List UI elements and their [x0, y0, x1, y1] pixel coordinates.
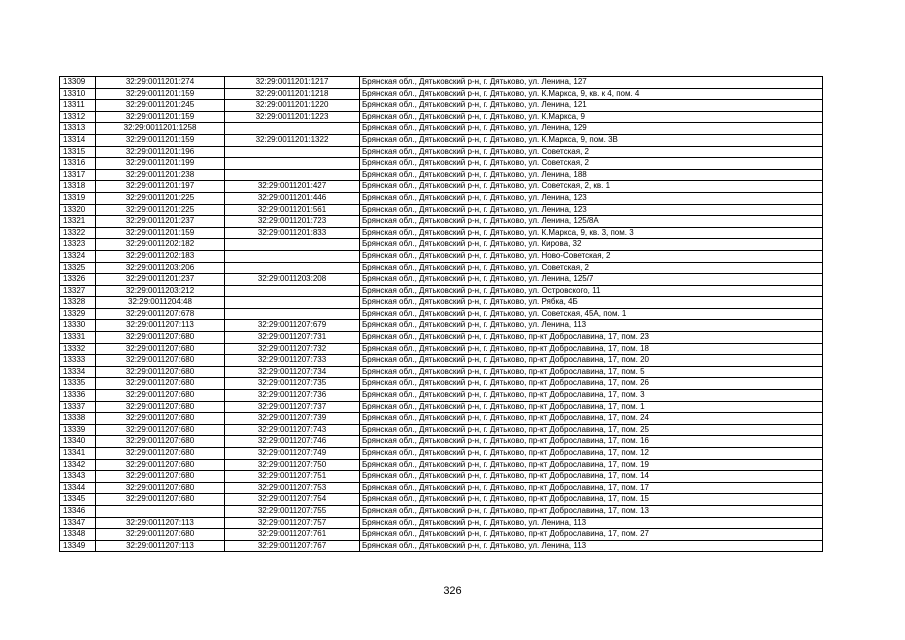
cadastral-parent-cell: 32:29:0011201:237: [96, 274, 225, 286]
cadastral-number-cell: 32:29:0011207:754: [225, 494, 360, 506]
cadastral-parent-cell: 32:29:0011207:680: [96, 378, 225, 390]
registry-table-body: [60, 77, 823, 552]
cadastral-number-cell: 32:29:0011207:767: [225, 540, 360, 552]
cadastral-number-cell: 32:29:0011207:735: [225, 378, 360, 390]
cadastral-parent-cell: 32:29:0011207:680: [96, 343, 225, 355]
table-row: [60, 378, 823, 390]
row-number-cell: 13334: [60, 366, 96, 378]
table-row: [60, 505, 823, 517]
cadastral-parent-cell: 32:29:0011207:680: [96, 529, 225, 541]
cadastral-parent-cell: 32:29:0011201:237: [96, 216, 225, 228]
row-number-cell: 13336: [60, 390, 96, 402]
row-number-cell: 13324: [60, 250, 96, 262]
table-row: [60, 424, 823, 436]
address-cell: Брянская обл., Дятьковский р-н, г. Дятьково, ул. К.Маркса, 9, кв. 3, пом. 3: [360, 227, 823, 239]
cadastral-parent-cell: 32:29:0011201:1258: [96, 123, 225, 135]
row-number-cell: 13329: [60, 308, 96, 320]
row-number-cell: 13316: [60, 158, 96, 170]
address-cell: Брянская обл., Дятьковский р-н, г. Дятьково, пр-кт Доброславина, 17, пом. 15: [360, 494, 823, 506]
table-row: [60, 204, 823, 216]
row-number-cell: 13325: [60, 262, 96, 274]
cadastral-number-cell: 32:29:0011201:427: [225, 181, 360, 193]
cadastral-parent-cell: 32:29:0011201:196: [96, 146, 225, 158]
address-cell: Брянская обл., Дятьковский р-н, г. Дятьково, ул. К.Маркса, 9: [360, 111, 823, 123]
cadastral-number-cell: 32:29:0011207:732: [225, 343, 360, 355]
cadastral-number-cell: 32:29:0011207:755: [225, 505, 360, 517]
address-cell: Брянская обл., Дятьковский р-н, г. Дятьково, ул. Советская, 2: [360, 262, 823, 274]
address-cell: Брянская обл., Дятьковский р-н, г. Дятьково, пр-кт Доброславина, 17, пом. 13: [360, 505, 823, 517]
address-cell: Брянская обл., Дятьковский р-н, г. Дятьково, ул. Ново-Советская, 2: [360, 250, 823, 262]
row-number-cell: 13335: [60, 378, 96, 390]
table-row: [60, 111, 823, 123]
cadastral-number-cell: 32:29:0011207:743: [225, 424, 360, 436]
address-cell: Брянская обл., Дятьковский р-н, г. Дятьково, ул. Ленина, 123: [360, 204, 823, 216]
cadastral-parent-cell: 32:29:0011201:159: [96, 88, 225, 100]
table-row: [60, 413, 823, 425]
cadastral-number-cell: 32:29:0011201:1223: [225, 111, 360, 123]
table-row: [60, 540, 823, 552]
cadastral-number-cell: 32:29:0011207:679: [225, 320, 360, 332]
cadastral-parent-cell: 32:29:0011203:206: [96, 262, 225, 274]
cadastral-parent-cell: 32:29:0011201:225: [96, 192, 225, 204]
address-cell: Брянская обл., Дятьковский р-н, г. Дятьково, ул. Ленина, 113: [360, 320, 823, 332]
cadastral-number-cell: 32:29:0011207:736: [225, 390, 360, 402]
cadastral-number-cell: 32:29:0011207:737: [225, 401, 360, 413]
address-cell: Брянская обл., Дятьковский р-н, г. Дятьково, пр-кт Доброславина, 17, пом. 25: [360, 424, 823, 436]
row-number-cell: 13323: [60, 239, 96, 251]
table-row: [60, 529, 823, 541]
table-row: [60, 123, 823, 135]
row-number-cell: 13319: [60, 192, 96, 204]
address-cell: Брянская обл., Дятьковский р-н, г. Дятьково, ул. К.Маркса, 9, пом. 3В: [360, 134, 823, 146]
address-cell: Брянская обл., Дятьковский р-н, г. Дятьково, ул. Советская, 45А, пом. 1: [360, 308, 823, 320]
cadastral-number-cell: [225, 169, 360, 181]
table-row: [60, 77, 823, 89]
row-number-cell: 13330: [60, 320, 96, 332]
table-row: [60, 216, 823, 228]
table-row: [60, 459, 823, 471]
cadastral-number-cell: 32:29:0011201:723: [225, 216, 360, 228]
row-number-cell: 13345: [60, 494, 96, 506]
address-cell: Брянская обл., Дятьковский р-н, г. Дятьково, пр-кт Доброславина, 17, пом. 19: [360, 459, 823, 471]
cadastral-parent-cell: 32:29:0011207:680: [96, 448, 225, 460]
cadastral-number-cell: 32:29:0011201:561: [225, 204, 360, 216]
address-cell: Брянская обл., Дятьковский р-н, г. Дятьково, ул. Ленина, 125/7: [360, 274, 823, 286]
table-row: [60, 401, 823, 413]
row-number-cell: 13317: [60, 169, 96, 181]
cadastral-parent-cell: 32:29:0011207:680: [96, 355, 225, 367]
cadastral-number-cell: 32:29:0011203:208: [225, 274, 360, 286]
address-cell: Брянская обл., Дятьковский р-н, г. Дятьково, пр-кт Доброславина, 17, пом. 16: [360, 436, 823, 448]
cadastral-number-cell: 32:29:0011207:750: [225, 459, 360, 471]
table-row: [60, 146, 823, 158]
table-row: [60, 366, 823, 378]
cadastral-parent-cell: 32:29:0011201:159: [96, 111, 225, 123]
row-number-cell: 13340: [60, 436, 96, 448]
row-number-cell: 13310: [60, 88, 96, 100]
table-row: [60, 192, 823, 204]
cadastral-number-cell: 32:29:0011201:833: [225, 227, 360, 239]
row-number-cell: 13332: [60, 343, 96, 355]
cadastral-parent-cell: 32:29:0011203:212: [96, 285, 225, 297]
table-row: [60, 262, 823, 274]
address-cell: Брянская обл., Дятьковский р-н, г. Дятьково, пр-кт Доброславина, 17, пом. 27: [360, 529, 823, 541]
cadastral-number-cell: 32:29:0011201:1218: [225, 88, 360, 100]
cadastral-number-cell: 32:29:0011207:734: [225, 366, 360, 378]
table-row: [60, 88, 823, 100]
row-number-cell: 13337: [60, 401, 96, 413]
address-cell: Брянская обл., Дятьковский р-н, г. Дятьково, пр-кт Доброславина, 17, пом. 18: [360, 343, 823, 355]
row-number-cell: 13315: [60, 146, 96, 158]
table-row: [60, 320, 823, 332]
cadastral-parent-cell: 32:29:0011207:680: [96, 424, 225, 436]
cadastral-number-cell: 32:29:0011201:1322: [225, 134, 360, 146]
row-number-cell: 13348: [60, 529, 96, 541]
address-cell: Брянская обл., Дятьковский р-н, г. Дятьково, пр-кт Доброславина, 17, пом. 5: [360, 366, 823, 378]
table-row: [60, 355, 823, 367]
row-number-cell: 13347: [60, 517, 96, 529]
cadastral-number-cell: 32:29:0011207:761: [225, 529, 360, 541]
cadastral-parent-cell: 32:29:0011204:48: [96, 297, 225, 309]
cadastral-parent-cell: 32:29:0011207:678: [96, 308, 225, 320]
cadastral-parent-cell: 32:29:0011207:680: [96, 436, 225, 448]
address-cell: Брянская обл., Дятьковский р-н, г. Дятьково, пр-кт Доброславина, 17, пом. 17: [360, 482, 823, 494]
row-number-cell: 13327: [60, 285, 96, 297]
cadastral-number-cell: [225, 239, 360, 251]
row-number-cell: 13342: [60, 459, 96, 471]
cadastral-number-cell: 32:29:0011207:757: [225, 517, 360, 529]
cadastral-number-cell: 32:29:0011201:446: [225, 192, 360, 204]
address-cell: Брянская обл., Дятьковский р-н, г. Дятьково, ул. Ленина, 113: [360, 540, 823, 552]
address-cell: Брянская обл., Дятьковский р-н, г. Дятьково, ул. Ленина, 113: [360, 517, 823, 529]
cadastral-parent-cell: 32:29:0011207:680: [96, 401, 225, 413]
cadastral-parent-cell: 32:29:0011202:183: [96, 250, 225, 262]
table-row: [60, 436, 823, 448]
cadastral-parent-cell: 32:29:0011207:113: [96, 540, 225, 552]
address-cell: Брянская обл., Дятьковский р-н, г. Дятьково, ул. Советская, 2, кв. 1: [360, 181, 823, 193]
cadastral-number-cell: [225, 262, 360, 274]
cadastral-parent-cell: 32:29:0011201:159: [96, 227, 225, 239]
row-number-cell: 13314: [60, 134, 96, 146]
row-number-cell: 13311: [60, 100, 96, 112]
table-row: [60, 239, 823, 251]
address-cell: Брянская обл., Дятьковский р-н, г. Дятьково, ул. Островского, 11: [360, 285, 823, 297]
row-number-cell: 13309: [60, 77, 96, 89]
table-row: [60, 308, 823, 320]
cadastral-number-cell: 32:29:0011201:1217: [225, 77, 360, 89]
cadastral-number-cell: 32:29:0011207:751: [225, 471, 360, 483]
row-number-cell: 13344: [60, 482, 96, 494]
address-cell: Брянская обл., Дятьковский р-н, г. Дятьково, ул. Ленина, 188: [360, 169, 823, 181]
cadastral-parent-cell: 32:29:0011201:199: [96, 158, 225, 170]
cadastral-number-cell: 32:29:0011207:739: [225, 413, 360, 425]
table-row: [60, 134, 823, 146]
cadastral-parent-cell: 32:29:0011207:680: [96, 366, 225, 378]
cadastral-number-cell: 32:29:0011207:746: [225, 436, 360, 448]
cadastral-number-cell: 32:29:0011207:749: [225, 448, 360, 460]
row-number-cell: 13333: [60, 355, 96, 367]
table-row: [60, 494, 823, 506]
cadastral-parent-cell: 32:29:0011207:680: [96, 482, 225, 494]
table-row: [60, 250, 823, 262]
address-cell: Брянская обл., Дятьковский р-н, г. Дятьково, пр-кт Доброславина, 17, пом. 24: [360, 413, 823, 425]
address-cell: Брянская обл., Дятьковский р-н, г. Дятьково, пр-кт Доброславина, 17, пом. 14: [360, 471, 823, 483]
row-number-cell: 13338: [60, 413, 96, 425]
cadastral-parent-cell: 32:29:0011207:680: [96, 390, 225, 402]
cadastral-parent-cell: 32:29:0011207:113: [96, 517, 225, 529]
row-number-cell: 13339: [60, 424, 96, 436]
address-cell: Брянская обл., Дятьковский р-н, г. Дятьково, ул. Ленина, 129: [360, 123, 823, 135]
address-cell: Брянская обл., Дятьковский р-н, г. Дятьково, ул. Ленина, 127: [360, 77, 823, 89]
cadastral-parent-cell: 32:29:0011207:680: [96, 459, 225, 471]
address-cell: Брянская обл., Дятьковский р-н, г. Дятьково, ул. Ленина, 123: [360, 192, 823, 204]
cadastral-number-cell: [225, 308, 360, 320]
table-row: [60, 158, 823, 170]
row-number-cell: 13341: [60, 448, 96, 460]
row-number-cell: 13321: [60, 216, 96, 228]
cadastral-parent-cell: 32:29:0011202:182: [96, 239, 225, 251]
table-row: [60, 297, 823, 309]
address-cell: Брянская обл., Дятьковский р-н, г. Дятьково, ул. Советская, 2: [360, 146, 823, 158]
table-row: [60, 100, 823, 112]
address-cell: Брянская обл., Дятьковский р-н, г. Дятьково, пр-кт Доброславина, 17, пом. 3: [360, 390, 823, 402]
cadastral-number-cell: [225, 146, 360, 158]
cadastral-number-cell: [225, 250, 360, 262]
cadastral-number-cell: 32:29:0011207:753: [225, 482, 360, 494]
cadastral-parent-cell: 32:29:0011201:274: [96, 77, 225, 89]
cadastral-parent-cell: [96, 505, 225, 517]
cadastral-number-cell: 32:29:0011207:733: [225, 355, 360, 367]
cadastral-number-cell: [225, 285, 360, 297]
address-cell: Брянская обл., Дятьковский р-н, г. Дятьково, ул. Советская, 2: [360, 158, 823, 170]
table-row: [60, 482, 823, 494]
cadastral-number-cell: [225, 123, 360, 135]
row-number-cell: 13349: [60, 540, 96, 552]
address-cell: Брянская обл., Дятьковский р-н, г. Дятьково, ул. К.Маркса, 9, кв. к 4, пом. 4: [360, 88, 823, 100]
table-row: [60, 227, 823, 239]
table-row: [60, 274, 823, 286]
address-cell: Брянская обл., Дятьковский р-н, г. Дятьково, ул. Ленина, 121: [360, 100, 823, 112]
cadastral-parent-cell: 32:29:0011201:197: [96, 181, 225, 193]
address-cell: Брянская обл., Дятьковский р-н, г. Дятьково, ул. Кирова, 32: [360, 239, 823, 251]
address-cell: Брянская обл., Дятьковский р-н, г. Дятьково, ул. Рябка, 4Б: [360, 297, 823, 309]
cadastral-parent-cell: 32:29:0011207:680: [96, 494, 225, 506]
cadastral-number-cell: 32:29:0011201:1220: [225, 100, 360, 112]
address-cell: Брянская обл., Дятьковский р-н, г. Дятьково, пр-кт Доброславина, 17, пом. 26: [360, 378, 823, 390]
row-number-cell: 13343: [60, 471, 96, 483]
table-row: [60, 169, 823, 181]
row-number-cell: 13346: [60, 505, 96, 517]
table-row: [60, 332, 823, 344]
row-number-cell: 13320: [60, 204, 96, 216]
row-number-cell: 13313: [60, 123, 96, 135]
address-cell: Брянская обл., Дятьковский р-н, г. Дятьково, пр-кт Доброславина, 17, пом. 1: [360, 401, 823, 413]
cadastral-number-cell: [225, 297, 360, 309]
cadastral-number-cell: 32:29:0011207:731: [225, 332, 360, 344]
address-cell: Брянская обл., Дятьковский р-н, г. Дятьково, пр-кт Доброславина, 17, пом. 20: [360, 355, 823, 367]
cadastral-parent-cell: 32:29:0011207:113: [96, 320, 225, 332]
registry-table: [59, 76, 823, 552]
row-number-cell: 13318: [60, 181, 96, 193]
cadastral-parent-cell: 32:29:0011207:680: [96, 471, 225, 483]
cadastral-parent-cell: 32:29:0011207:680: [96, 413, 225, 425]
row-number-cell: 13322: [60, 227, 96, 239]
address-cell: Брянская обл., Дятьковский р-н, г. Дятьково, пр-кт Доброславина, 17, пом. 12: [360, 448, 823, 460]
table-row: [60, 343, 823, 355]
page-number: 326: [443, 585, 462, 597]
cadastral-parent-cell: 32:29:0011201:159: [96, 134, 225, 146]
row-number-cell: 13331: [60, 332, 96, 344]
cadastral-parent-cell: 32:29:0011207:680: [96, 332, 225, 344]
address-cell: Брянская обл., Дятьковский р-н, г. Дятьково, пр-кт Доброславина, 17, пом. 23: [360, 332, 823, 344]
table-row: [60, 517, 823, 529]
row-number-cell: 13312: [60, 111, 96, 123]
cadastral-number-cell: [225, 158, 360, 170]
cadastral-parent-cell: 32:29:0011201:245: [96, 100, 225, 112]
cadastral-parent-cell: 32:29:0011201:225: [96, 204, 225, 216]
address-cell: Брянская обл., Дятьковский р-н, г. Дятьково, ул. Ленина, 125/8А: [360, 216, 823, 228]
table-row: [60, 471, 823, 483]
table-row: [60, 448, 823, 460]
table-row: [60, 181, 823, 193]
table-row: [60, 285, 823, 297]
table-row: [60, 390, 823, 402]
row-number-cell: 13328: [60, 297, 96, 309]
cadastral-parent-cell: 32:29:0011201:238: [96, 169, 225, 181]
row-number-cell: 13326: [60, 274, 96, 286]
